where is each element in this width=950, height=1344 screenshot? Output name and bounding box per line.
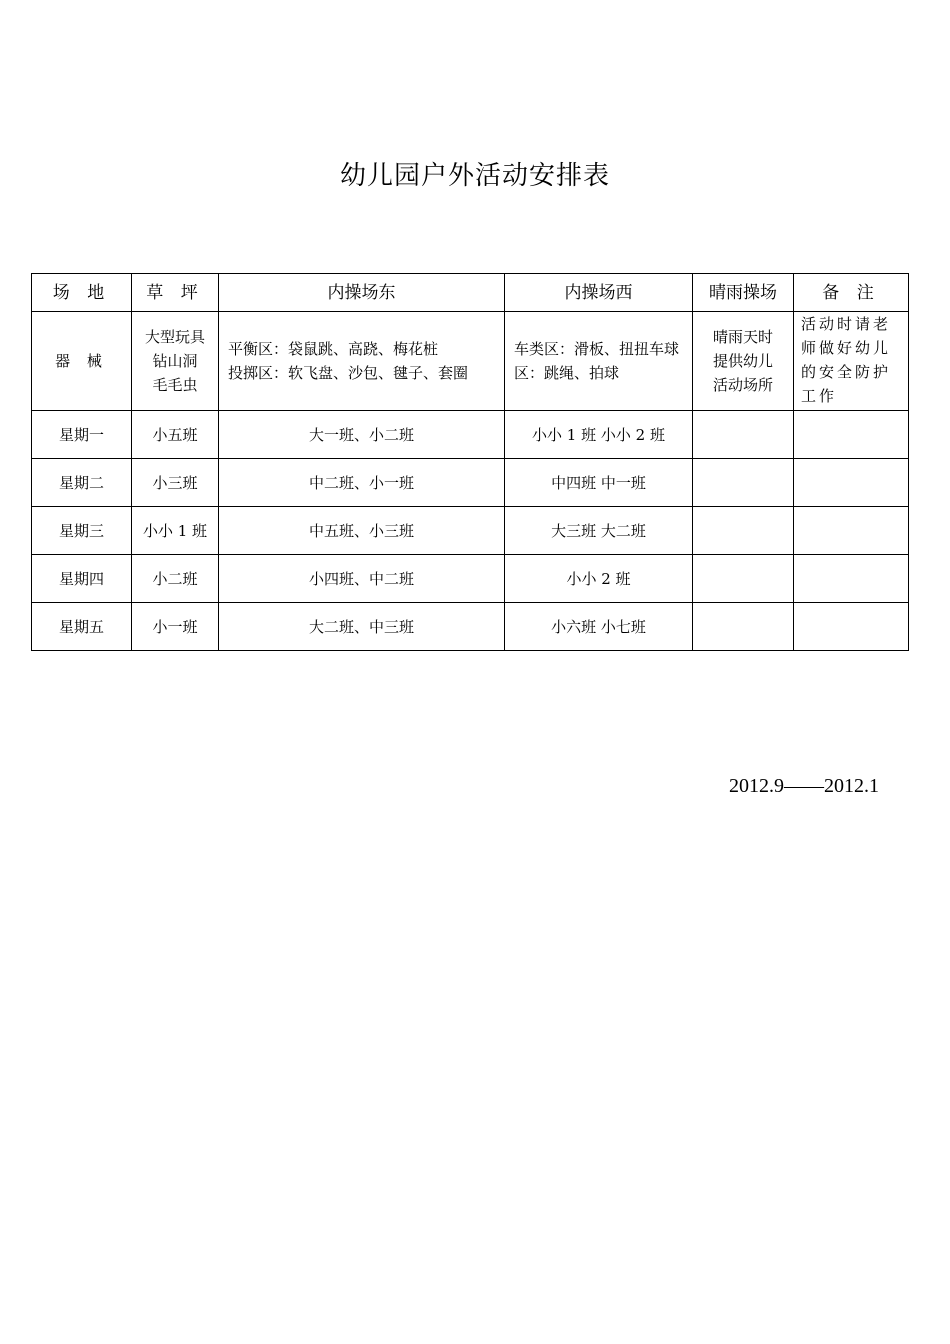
inner-east-cell: 大一班、小二班 bbox=[219, 411, 505, 459]
remarks-cell bbox=[794, 507, 909, 555]
equipment-inner-east-line: 投掷区：软飞盘、沙包、毽子、套圈 bbox=[228, 364, 469, 382]
table-row bbox=[32, 459, 909, 507]
equipment-row bbox=[32, 312, 909, 411]
inner-east-cell: 小四班、中二班 bbox=[219, 555, 505, 603]
lawn-cell: 小小 1 班 bbox=[132, 507, 219, 555]
equipment-inner-east bbox=[219, 312, 505, 411]
day-cell: 星期四 bbox=[32, 555, 132, 603]
date-range: 2012.9——2012.1 bbox=[729, 775, 879, 797]
equipment-inner-east-line: 平衡区：袋鼠跳、高跷、梅花桩 bbox=[228, 340, 439, 358]
equipment-lawn bbox=[132, 312, 219, 411]
equipment-remarks: 活动时请老师做好幼儿的安全防护工作 bbox=[794, 312, 909, 411]
day-cell: 星期二 bbox=[32, 459, 132, 507]
inner-west-cell: 小六班 小七班 bbox=[505, 603, 693, 651]
equipment-all-weather-line: 活动场所 bbox=[712, 376, 773, 394]
header-venue: 场 地 bbox=[32, 274, 132, 312]
header-inner-east: 内操场东 bbox=[219, 274, 505, 312]
inner-east-cell: 中二班、小一班 bbox=[219, 459, 505, 507]
remarks-cell bbox=[794, 459, 909, 507]
header-all-weather: 晴雨操场 bbox=[693, 274, 794, 312]
inner-west-cell: 大三班 大二班 bbox=[505, 507, 693, 555]
lawn-cell: 小一班 bbox=[132, 603, 219, 651]
inner-east-cell: 大二班、中三班 bbox=[219, 603, 505, 651]
remarks-cell bbox=[794, 603, 909, 651]
lawn-cell: 小三班 bbox=[132, 459, 219, 507]
equipment-inner-west-line: 车类区：滑板、扭扭车球 bbox=[514, 340, 680, 358]
table-row bbox=[32, 411, 909, 459]
header-inner-west: 内操场西 bbox=[505, 274, 693, 312]
all-weather-cell bbox=[693, 507, 794, 555]
day-cell: 星期三 bbox=[32, 507, 132, 555]
header-lawn: 草 坪 bbox=[132, 274, 219, 312]
page-title: 幼儿园户外活动安排表 bbox=[339, 161, 610, 191]
remarks-cell bbox=[794, 411, 909, 459]
all-weather-cell bbox=[693, 411, 794, 459]
equipment-lawn-line: 毛毛虫 bbox=[152, 376, 198, 394]
equipment-all-weather-line: 提供幼儿 bbox=[712, 352, 773, 370]
all-weather-cell bbox=[693, 459, 794, 507]
lawn-cell: 小五班 bbox=[132, 411, 219, 459]
equipment-lawn-line: 钻山洞 bbox=[152, 352, 198, 370]
inner-east-cell: 中五班、小三班 bbox=[219, 507, 505, 555]
equipment-all-weather bbox=[693, 312, 794, 411]
inner-west-cell: 中四班 中一班 bbox=[505, 459, 693, 507]
schedule-table bbox=[31, 273, 909, 651]
header-remarks: 备 注 bbox=[794, 274, 909, 312]
remarks-cell bbox=[794, 555, 909, 603]
day-cell: 星期一 bbox=[32, 411, 132, 459]
header-row bbox=[32, 274, 909, 312]
inner-west-cell: 小小 1 班 小小 2 班 bbox=[505, 411, 693, 459]
equipment-inner-west bbox=[505, 312, 693, 411]
inner-west-cell: 小小 2 班 bbox=[505, 555, 693, 603]
equipment-inner-west-line: 区：跳绳、拍球 bbox=[514, 364, 620, 382]
table-row bbox=[32, 507, 909, 555]
table-row bbox=[32, 555, 909, 603]
lawn-cell: 小二班 bbox=[132, 555, 219, 603]
all-weather-cell bbox=[693, 603, 794, 651]
table-row bbox=[32, 603, 909, 651]
equipment-label: 器 械 bbox=[32, 312, 132, 411]
equipment-lawn-line: 大型玩具 bbox=[144, 328, 205, 346]
day-cell: 星期五 bbox=[32, 603, 132, 651]
equipment-all-weather-line: 晴雨天时 bbox=[712, 328, 773, 346]
all-weather-cell bbox=[693, 555, 794, 603]
